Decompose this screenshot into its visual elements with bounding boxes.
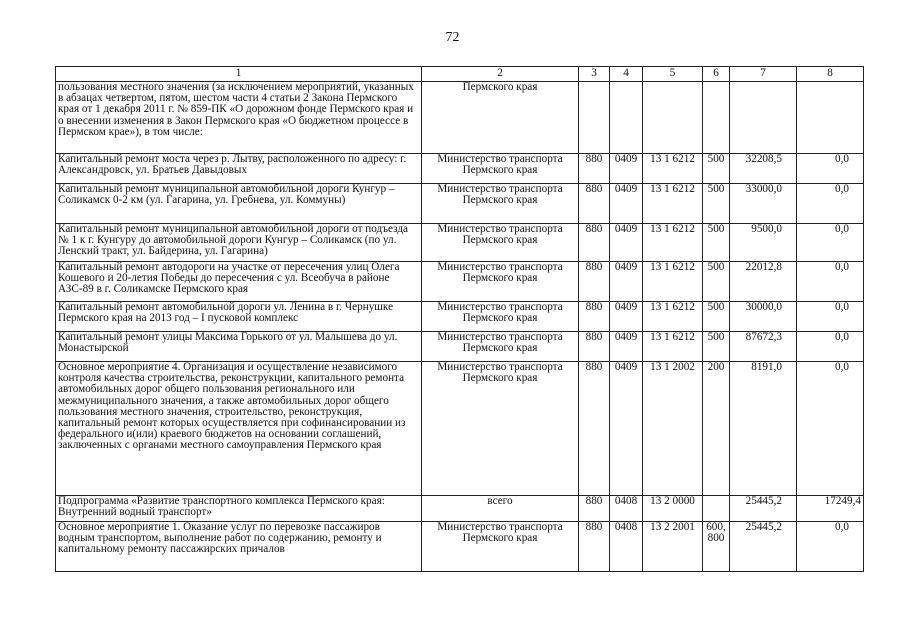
budget-table [55,66,864,572]
table-row [56,82,864,154]
amount-cell: 8191,0 [730,362,797,496]
section-cell: 0409 [610,154,643,184]
amount-cell: 0,0 [797,154,864,184]
page-number: 72 [445,30,460,45]
section-cell: 0408 [610,522,643,572]
amount-cell: 25445,2 [730,522,797,572]
authority-cell: Министерство транспорта Пермского края [422,154,579,184]
amount-cell: 33000,0 [730,184,797,224]
expense-type-cell [703,82,730,154]
expense-type-cell: 200 [703,362,730,496]
table-row [56,302,864,332]
authority-cell: всего [422,496,579,522]
code-cell [579,82,610,154]
amount-cell: 0,0 [797,184,864,224]
amount-cell: 0,0 [797,522,864,572]
description-cell: Капитальный ремонт автодороги на участке от пересечения улиц Олега Кошевого и 20-летия Победы до пересечения с ул. Всеобуча в районе АЗС-89 в г. Соликамске Пермского края [56,262,422,302]
code-cell: 880 [579,522,610,572]
section-cell: 0409 [610,224,643,262]
section-cell: 0409 [610,302,643,332]
amount-cell: 9500,0 [730,224,797,262]
code-cell: 880 [579,224,610,262]
expense-type-cell: 500 [703,332,730,362]
target-article-cell: 13 1 6212 [643,302,703,332]
section-cell [610,82,643,154]
authority-cell: Министерство транспорта Пермского края [422,184,579,224]
amount-cell: 17249,4 [797,496,864,522]
amount-cell: 0,0 [797,302,864,332]
target-article-cell: 13 2 2001 [643,522,703,572]
code-cell: 880 [579,184,610,224]
target-article-cell: 13 1 6212 [643,332,703,362]
amount-cell: 0,0 [797,224,864,262]
amount-cell [797,82,864,154]
target-article-cell [643,82,703,154]
authority-cell: Министерство транспорта Пермского края [422,302,579,332]
section-cell: 0409 [610,184,643,224]
code-cell: 880 [579,496,610,522]
description-cell: Основное мероприятие 1. Оказание услуг по перевозке пассажиров водным транспортом, выполнение работ по содержанию, ремонту и капитальному ремонту пассажирских причалов [56,522,422,572]
section-cell: 0408 [610,496,643,522]
header-cell: 7 [730,67,797,82]
amount-cell: 0,0 [797,362,864,496]
table-row [56,496,864,522]
target-article-cell: 13 1 6212 [643,154,703,184]
amount-cell: 22012,8 [730,262,797,302]
target-article-cell: 13 1 6212 [643,262,703,302]
table-row [56,362,864,496]
code-cell: 880 [579,302,610,332]
header-cell: 6 [703,67,730,82]
description-cell: Капитальный ремонт муниципальной автомобильной дороги Кунгур – Соликамск 0-2 км (ул. Гагарина, ул. Гребнева, ул. Коммуны) [56,184,422,224]
expense-type-cell: 500 [703,184,730,224]
section-cell: 0409 [610,362,643,496]
header-cell: 8 [797,67,864,82]
section-cell: 0409 [610,262,643,302]
header-cell: 3 [579,67,610,82]
description-cell: Основное мероприятие 4. Организация и осуществление независимого контроля качества строительства, реконструкции, капитального ремонта автомобильных дорог общего пользования регионального или межмуниципального значения, а также автомобильных дорог общего пользования местного значения, строительство, реконструкция, капитальный ремонт которых осуществляется при софинансировании из федерального и(или) краевого бюджетов на основании соглашений, заключенных с органами местного самоуправления Пермского края [56,362,422,496]
amount-cell: 30000,0 [730,302,797,332]
amount-cell [730,82,797,154]
description-cell: Капитальный ремонт моста через р. Лытву, расположенного по адресу: г. Александровск, ул. Братьев Давыдовых [56,154,422,184]
description-cell: Подпрограмма «Развитие транспортного комплекса Пермского края: Внутренний водный транспорт» [56,496,422,522]
header-cell: 4 [610,67,643,82]
authority-cell: Министерство транспорта Пермского края [422,332,579,362]
amount-cell: 32208,5 [730,154,797,184]
table-row [56,262,864,302]
header-cell: 5 [643,67,703,82]
table-row [56,332,864,362]
target-article-cell: 13 1 6212 [643,184,703,224]
table-row [56,184,864,224]
expense-type-cell [703,496,730,522]
description-cell: Капитальный ремонт муниципальной автомобильной дороги от подъезда № 1 к г. Кунгуру до автомобильной дороги Кунгур – Соликамск (по ул. Ленский тракт, ул. Байдерина, ул. Гагарина) [56,224,422,262]
header-cell: 1 [56,67,422,82]
code-cell: 880 [579,262,610,302]
amount-cell: 0,0 [797,332,864,362]
table-row [56,522,864,572]
description-cell: пользования местного значения (за исключением мероприятий, указанных в абзацах четвертом, пятом, шестом части 4 статьи 2 Закона Пермского края от 1 декабря 2011 г. № 859-ПК «О дорожном фонде Пермского края и о внесении изменения в Закон Пермского края «О бюджетном процессе в Пермском крае»), в том числе: [56,82,422,154]
table-row [56,154,864,184]
code-cell: 880 [579,154,610,184]
target-article-cell: 13 1 2002 [643,362,703,496]
description-cell: Капитальный ремонт автомобильной дороги ул. Ленина в г. Чернушке Пермского края на 2013 год – I пусковой комплекс [56,302,422,332]
table-header-row [56,67,864,82]
code-cell: 880 [579,332,610,362]
section-cell: 0409 [610,332,643,362]
authority-cell: Министерство транспорта Пермского края [422,362,579,496]
authority-cell: Пермского края [422,82,579,154]
amount-cell: 0,0 [797,262,864,302]
expense-type-cell: 600, 800 [703,522,730,572]
target-article-cell: 13 2 0000 [643,496,703,522]
authority-cell: Министерство транспорта Пермского края [422,522,579,572]
amount-cell: 25445,2 [730,496,797,522]
header-cell: 2 [422,67,579,82]
amount-cell: 87672,3 [730,332,797,362]
expense-type-cell: 500 [703,224,730,262]
table-row [56,224,864,262]
code-cell: 880 [579,362,610,496]
expense-type-cell: 500 [703,262,730,302]
authority-cell: Министерство транспорта Пермского края [422,262,579,302]
authority-cell: Министерство транспорта Пермского края [422,224,579,262]
expense-type-cell: 500 [703,302,730,332]
target-article-cell: 13 1 6212 [643,224,703,262]
expense-type-cell: 500 [703,154,730,184]
description-cell: Капитальный ремонт улицы Максима Горького от ул. Малышева до ул. Монастырской [56,332,422,362]
